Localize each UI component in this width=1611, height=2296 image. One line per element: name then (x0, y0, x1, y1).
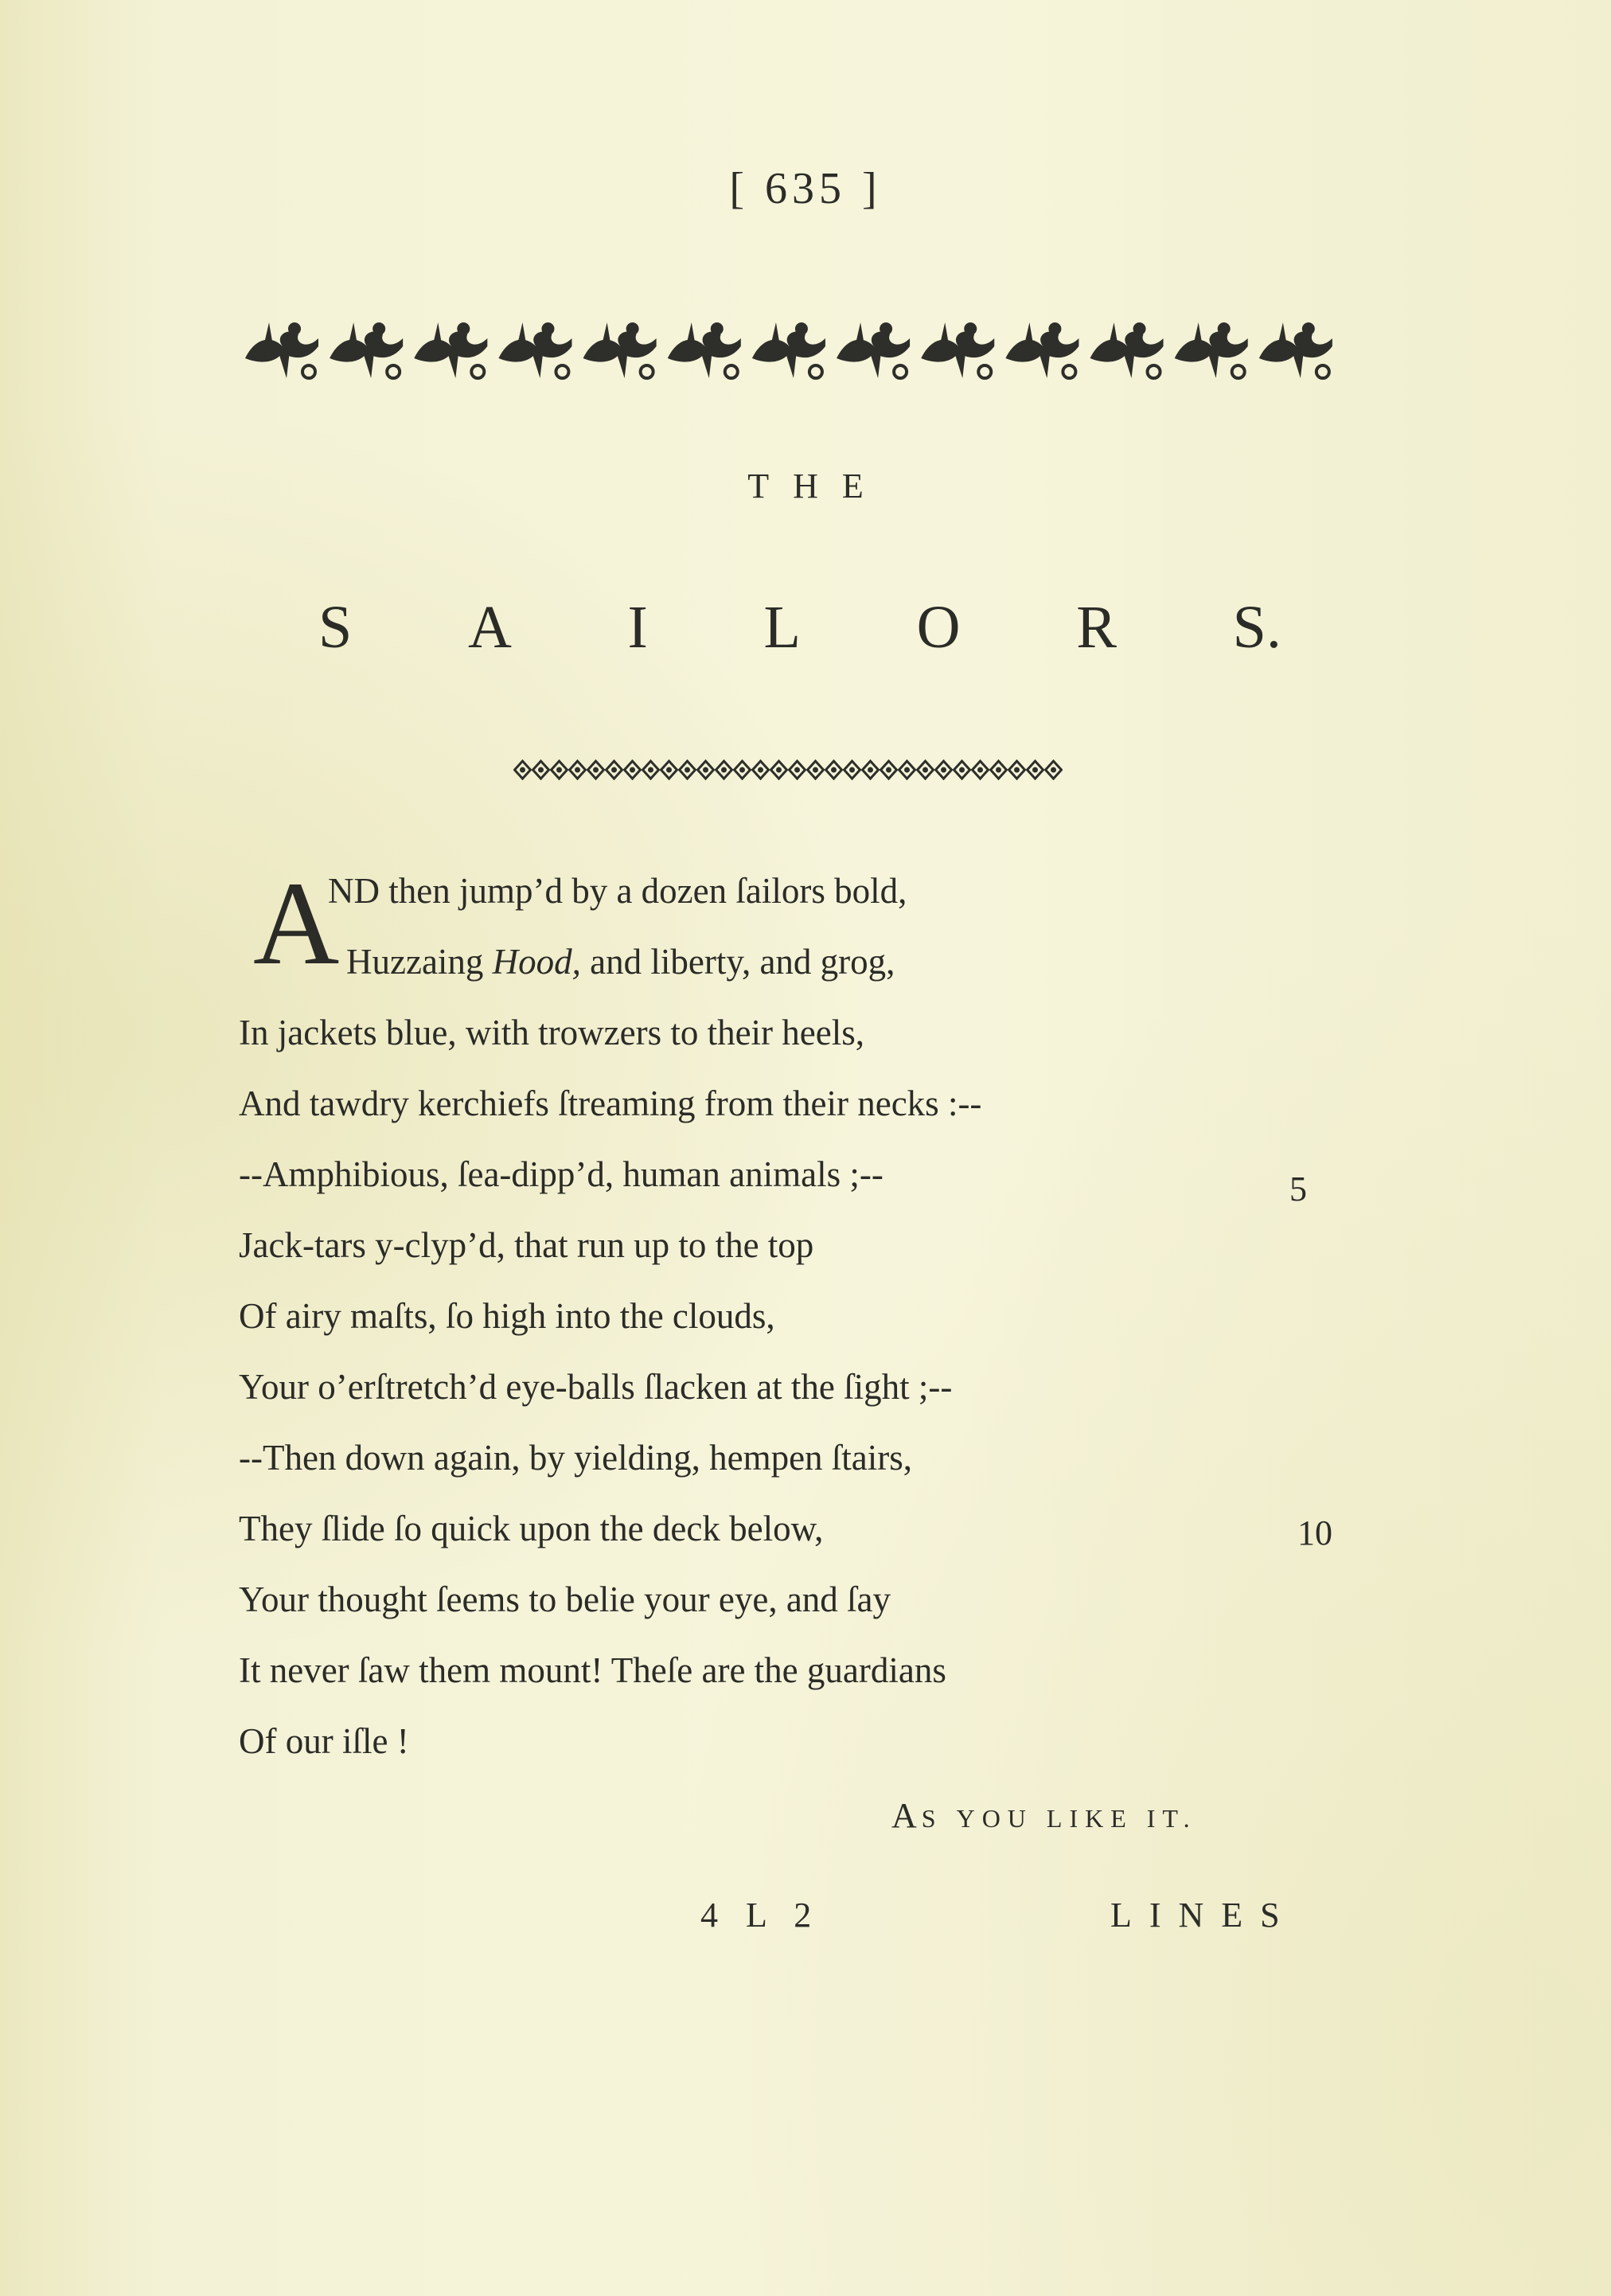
poem-italic-name: Hood, (492, 942, 581, 982)
poem-line: It never ſaw them mount! Theſe are the guardians (239, 1650, 946, 1690)
attribution (891, 1795, 1197, 1836)
poem-line: Your thought ſeems to belie your eye, and ſay (239, 1579, 891, 1619)
drop-cap: A (253, 857, 340, 990)
poem-line: ND then jump’d by a dozen ſailors bold, (328, 871, 907, 911)
signature-mark: 4 L 2 (700, 1896, 821, 1935)
poem-line: Of airy maſts, ſo high into the clouds, (239, 1296, 775, 1336)
attribution-initial: A (891, 1796, 922, 1835)
attribution-rest: YOU LIKE IT. (956, 1804, 1197, 1833)
poem-line: Jack-tars y-clyp’d, that run up to the top (239, 1225, 814, 1265)
title-letter: I (627, 594, 648, 661)
poem-line: Your o’erſtretch’d eye-balls ſlacken at the ſight ;-- (239, 1367, 953, 1407)
title-letter: L (763, 594, 801, 661)
title-letter: S. (1232, 594, 1281, 661)
title-letter: R (1076, 594, 1117, 661)
poem-line-end: and liberty, and grog, (580, 942, 895, 982)
poem-line (346, 944, 895, 980)
poem-line: --Then down again, by yielding, hempen ſtairs, (239, 1438, 913, 1478)
title-letter: A (467, 594, 512, 661)
poem-line: --Amphibious, ſea-dipp’d, human animals ;-- (239, 1154, 884, 1194)
poem-line-start: Huzzaing (346, 942, 493, 982)
ornament-band-icon (239, 314, 1337, 386)
title-letter: O (916, 594, 961, 661)
poem-line: Of our iſle ! (239, 1721, 409, 1761)
line-number: 10 (1297, 1513, 1332, 1552)
title-main (318, 593, 1281, 662)
catchword: LINES (1110, 1896, 1297, 1935)
poem-line: And tawdry kerchiefs ſtreaming from their necks :-- (239, 1084, 982, 1123)
ornament-row-icon (513, 758, 1063, 782)
attribution-initial-rest: S (921, 1804, 943, 1833)
poem-line: In jackets blue, with trowzers to their heels, (239, 1013, 865, 1052)
page-number: [ 635 ] (729, 164, 882, 213)
title-letter: S (318, 594, 353, 661)
poem-line: They ſlide ſo quick upon the deck below, (239, 1509, 824, 1548)
line-number: 5 (1289, 1169, 1307, 1209)
title-prefix: THE (747, 467, 887, 506)
